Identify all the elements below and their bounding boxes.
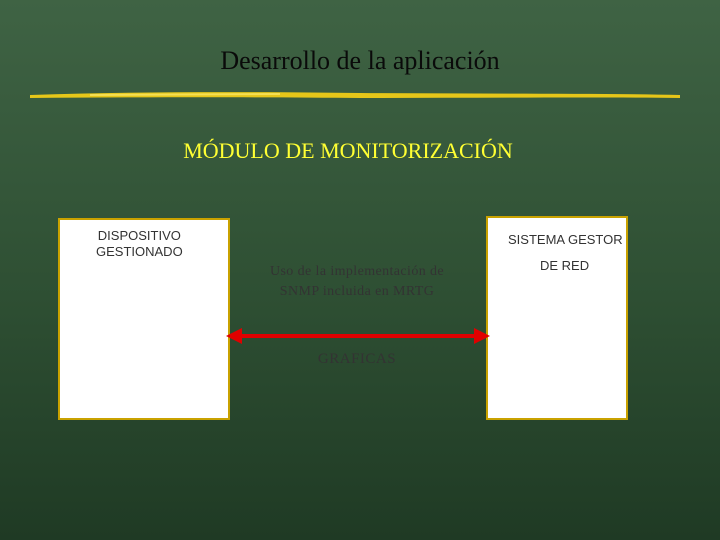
link-label: GRAFICAS bbox=[317, 351, 397, 367]
managed-device-label-line1: DISPOSITIVO bbox=[97, 228, 181, 243]
slide-title: Desarrollo de la aplicación bbox=[220, 46, 500, 75]
module-title: MÓDULO DE MONITORIZACIÓN bbox=[183, 138, 513, 163]
network-manager-label-line2: DE RED bbox=[540, 258, 590, 273]
title-underline bbox=[30, 88, 680, 102]
managed-device-label-line2: GESTIONADO bbox=[96, 244, 183, 259]
network-manager-box bbox=[486, 216, 628, 420]
managed-device-label bbox=[96, 228, 183, 260]
network-manager-label-line1: SISTEMA GESTOR bbox=[508, 232, 623, 247]
managed-device-box bbox=[58, 218, 230, 420]
bidirectional-arrow bbox=[226, 326, 490, 346]
link-description-line2: SNMP incluida en MRTG bbox=[279, 284, 435, 299]
link-description-line1: Uso de la implementación de bbox=[269, 264, 445, 279]
